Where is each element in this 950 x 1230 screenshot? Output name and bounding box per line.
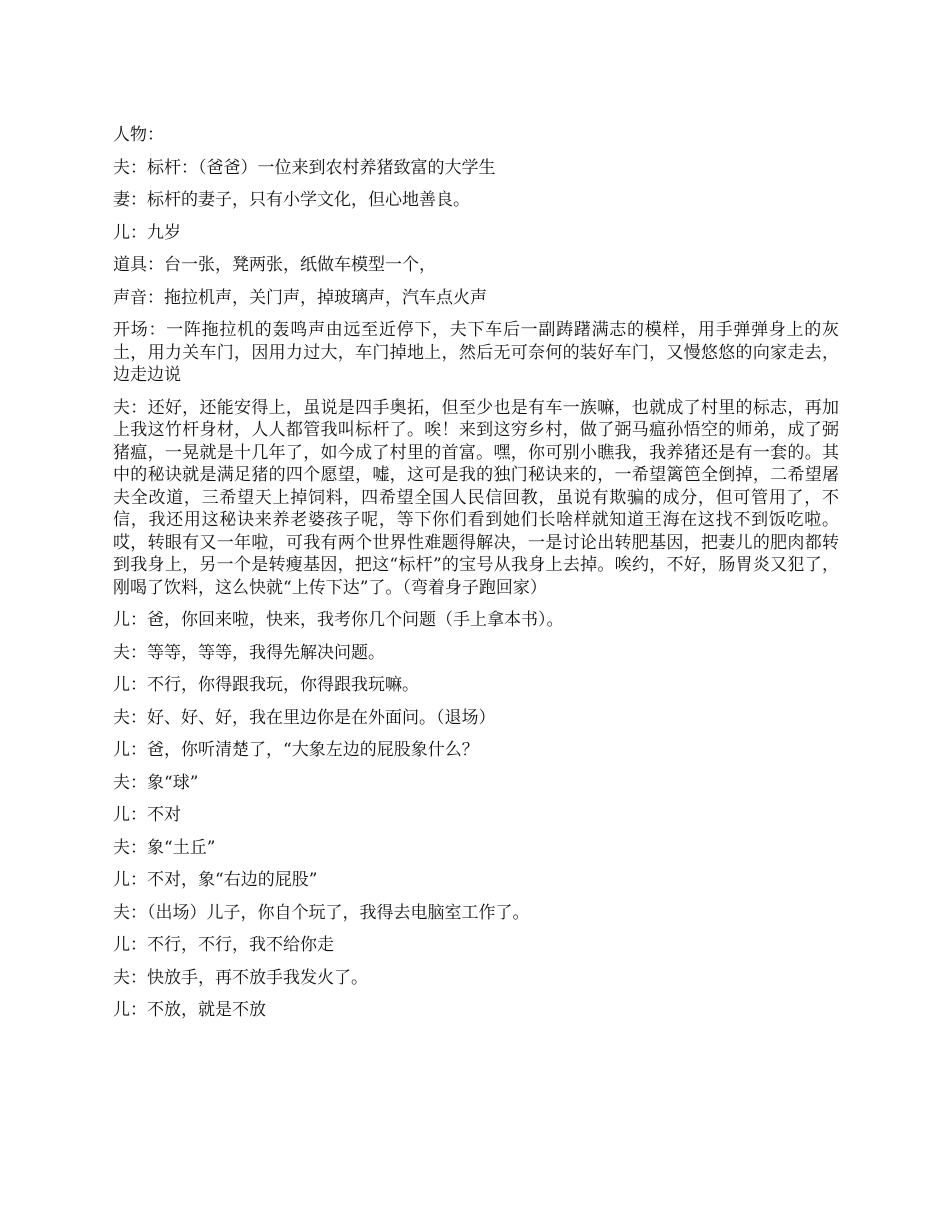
dialogue-line: 儿：不行，不行，我不给你走 <box>113 935 334 955</box>
sound-line: 声音：拖拉机声，关门声，掉玻璃声，汽车点火声 <box>113 287 487 308</box>
dialogue-line: 夫：象“球” <box>113 772 199 793</box>
cast-son: 儿：九岁 <box>113 222 181 243</box>
dialogue-line: 儿：不对，象“右边的屁股” <box>113 870 318 890</box>
dialogue-line: 儿：爸，你回来啦，快来，我考你几个问题（手上拿本书）。 <box>113 610 564 630</box>
cast-wife: 妻：标杆的妻子，只有小学文化，但心地善良。 <box>113 190 470 210</box>
document-body <box>113 124 839 1032</box>
dialogue-line: 儿：爸，你听清楚了，“大象左边的屁股象什么？ <box>113 740 479 760</box>
props-line: 道具：台一张，凳两张，纸做车模型一个， <box>113 255 436 275</box>
dialogue-line: 夫：等等，等等，我得先解决问题。 <box>113 642 385 663</box>
dialogue-line: 夫：象“土丘” <box>113 837 216 858</box>
dialogue-line: 夫：快放手，再不放手我发火了。 <box>113 967 368 988</box>
husband-monologue: 夫：还好，还能安得上，虽说是四手奥拓，但至少也是有车一族嘛，也就成了村里的标志，再加上我这竹杆身材，人人都管我叫标杆了。唉！来到这穷乡村，做了弼马瘟孙悟空的师弟，成了弼猪瘟，一晃就是十几年了，如今成了村里的首富。嘿，你可别小瞧我，我养猪还是有一套的。其中的秘诀就是满足猪的四个愿望，嘘，这可是我的独门秘诀来的，一希望篱笆全倒掉，二希望屠夫全改道，三希望天上掉饲料，四希望全国人民信回教，虽说有欺骗的成分，但可管用了，不信，我还用这秘诀来养老婆孩子呢，等下你们看到她们长啥样就知道王海在这找不到饭吃啦。哎，转眼有又一年啦，可我有两个世界性难题得解决，一是讨论出转肥基因，把妻儿的肥肉都转到我身上，另一个是转瘦基因，把这“标杆”的宝号从我身上去掉。唉约，不好，肠胃炎又犯了，刚喝了饮料，这么快就“上传下达”了。（弯着身子跑回家） <box>113 397 839 598</box>
opening-scene: 开场：一阵拖拉机的轰鸣声由远至近停下，夫下车后一副踌躇满志的模样，用手弹弹身上的灰土，用力关车门，因用力过大，车门掉地上，然后无可奈何的装好车门，又慢悠悠的向家走去，边走边说 <box>113 320 839 385</box>
dialogue-line: 儿：不对 <box>113 805 181 825</box>
dialogue-line: 儿：不行，你得跟我玩，你得跟我玩嘛。 <box>113 675 419 695</box>
dialogue-line: 夫：好、好、好，我在里边你是在外面问。（退场） <box>113 707 496 728</box>
dialogue-line: 儿：不放，就是不放 <box>113 1000 266 1020</box>
dialogue-line: 夫：（出场）儿子，你自个玩了，我得去电脑室工作了。 <box>113 902 530 923</box>
cast-heading: 人物： <box>113 125 164 145</box>
cast-husband: 夫：标杆：（爸爸）一位来到农村养猪致富的大学生 <box>113 157 496 178</box>
